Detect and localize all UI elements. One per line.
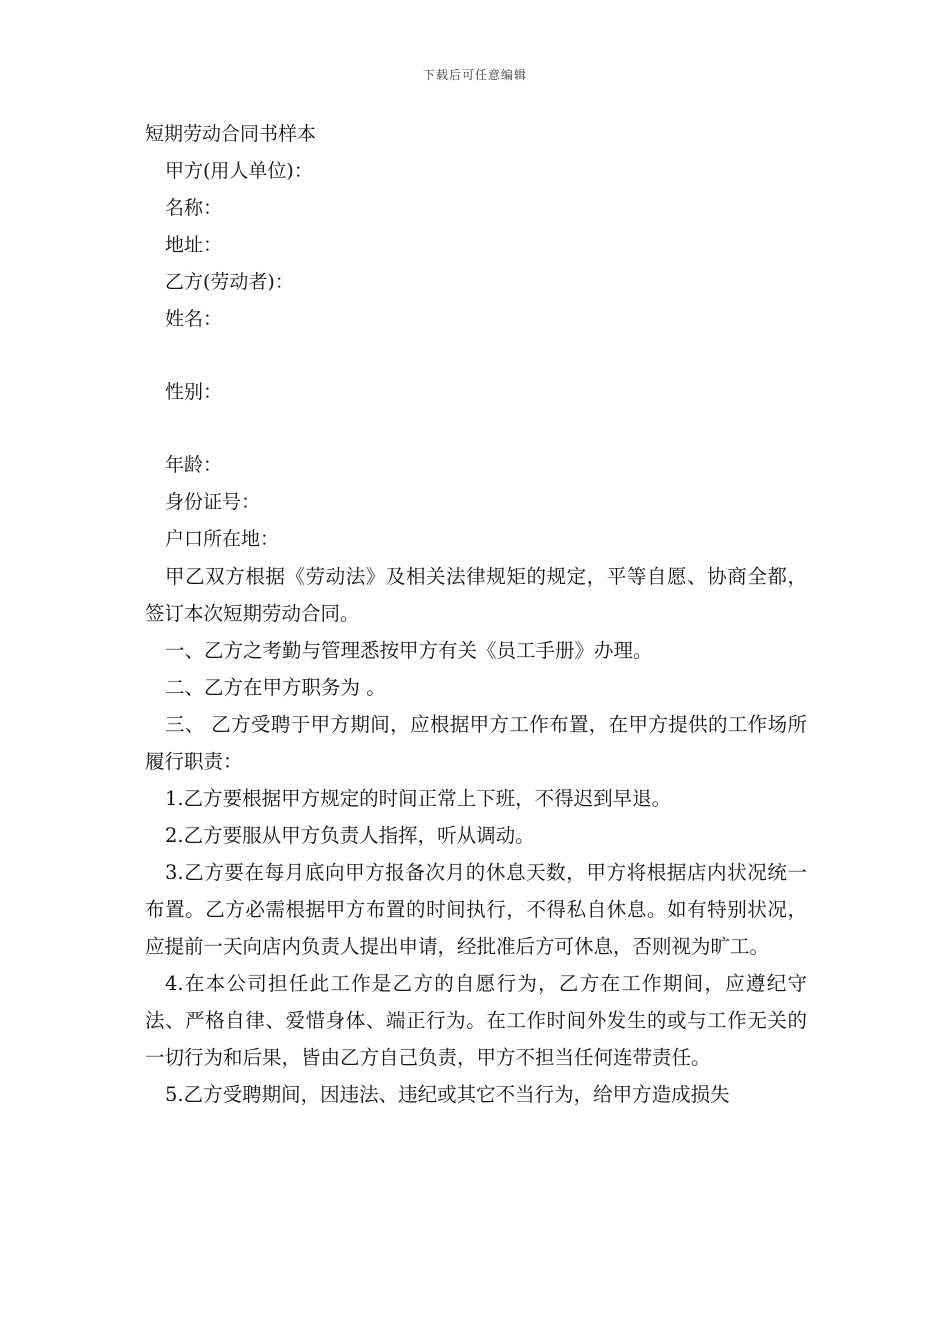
document-body bbox=[145, 116, 807, 1113]
paragraph-item-2: 2.乙方要服从甲方负责人指挥，听从调动。 bbox=[165, 824, 535, 847]
paragraph-item-3: 3.乙方要在每月底向甲方报备次月的休息天数，甲方将根据店内状况统一布置。乙方必需根据甲方布置的时间执行，不得私自休息。如有特别状况，应提前一天向店内负责人提出申请，经批准后方可休息，否则视为旷工。 bbox=[145, 861, 807, 958]
paragraph-preamble: 甲乙双方根据《劳动法》及相关法律规矩的规定，平等自愿、协商全都，签订本次短期劳动合同。 bbox=[145, 565, 807, 625]
blank-line bbox=[145, 338, 807, 374]
party-b-label: 乙方(劳动者)： bbox=[165, 271, 294, 293]
paragraph-clause-1: 一、乙方之考勤与管理悉按甲方有关《员工手册》办理。 bbox=[165, 639, 653, 662]
party-b-name-label: 姓名： bbox=[165, 308, 223, 330]
party-a-name-label: 名称： bbox=[165, 197, 223, 219]
paragraph-item-5: 5.乙方受聘期间，因违法、违纪或其它不当行为，给甲方造成损失 bbox=[165, 1083, 730, 1106]
blank-line bbox=[145, 411, 807, 447]
party-b-gender-label: 性别： bbox=[165, 381, 223, 403]
party-b-id-label: 身份证号： bbox=[165, 491, 261, 513]
paragraph-item-1: 1.乙方要根据甲方规定的时间正常上下班，不得迟到早退。 bbox=[165, 787, 672, 810]
document-title: 短期劳动合同书样本 bbox=[145, 123, 317, 145]
paragraph-clause-2: 二、乙方在甲方职务为 。 bbox=[165, 676, 386, 699]
party-a-label: 甲方(用人单位)： bbox=[165, 160, 313, 182]
party-a-address-label: 地址： bbox=[165, 234, 223, 256]
party-b-age-label: 年龄： bbox=[165, 454, 223, 476]
header-note: 下载后可任意编辑 bbox=[422, 68, 527, 82]
paragraph-clause-3: 三、 乙方受聘于甲方期间，应根据甲方工作布置，在甲方提供的工作场所履行职责： bbox=[145, 713, 807, 773]
party-b-hukou-label: 户口所在地： bbox=[165, 528, 280, 550]
paragraph-item-4: 4.在本公司担任此工作是乙方的自愿行为，乙方在工作期间，应遵纪守法、严格自律、爱惜身体、端正行为。在工作时间外发生的或与工作无关的一切行为和后果，皆由乙方自己负责，甲方不担当任何连带责任。 bbox=[145, 972, 807, 1069]
